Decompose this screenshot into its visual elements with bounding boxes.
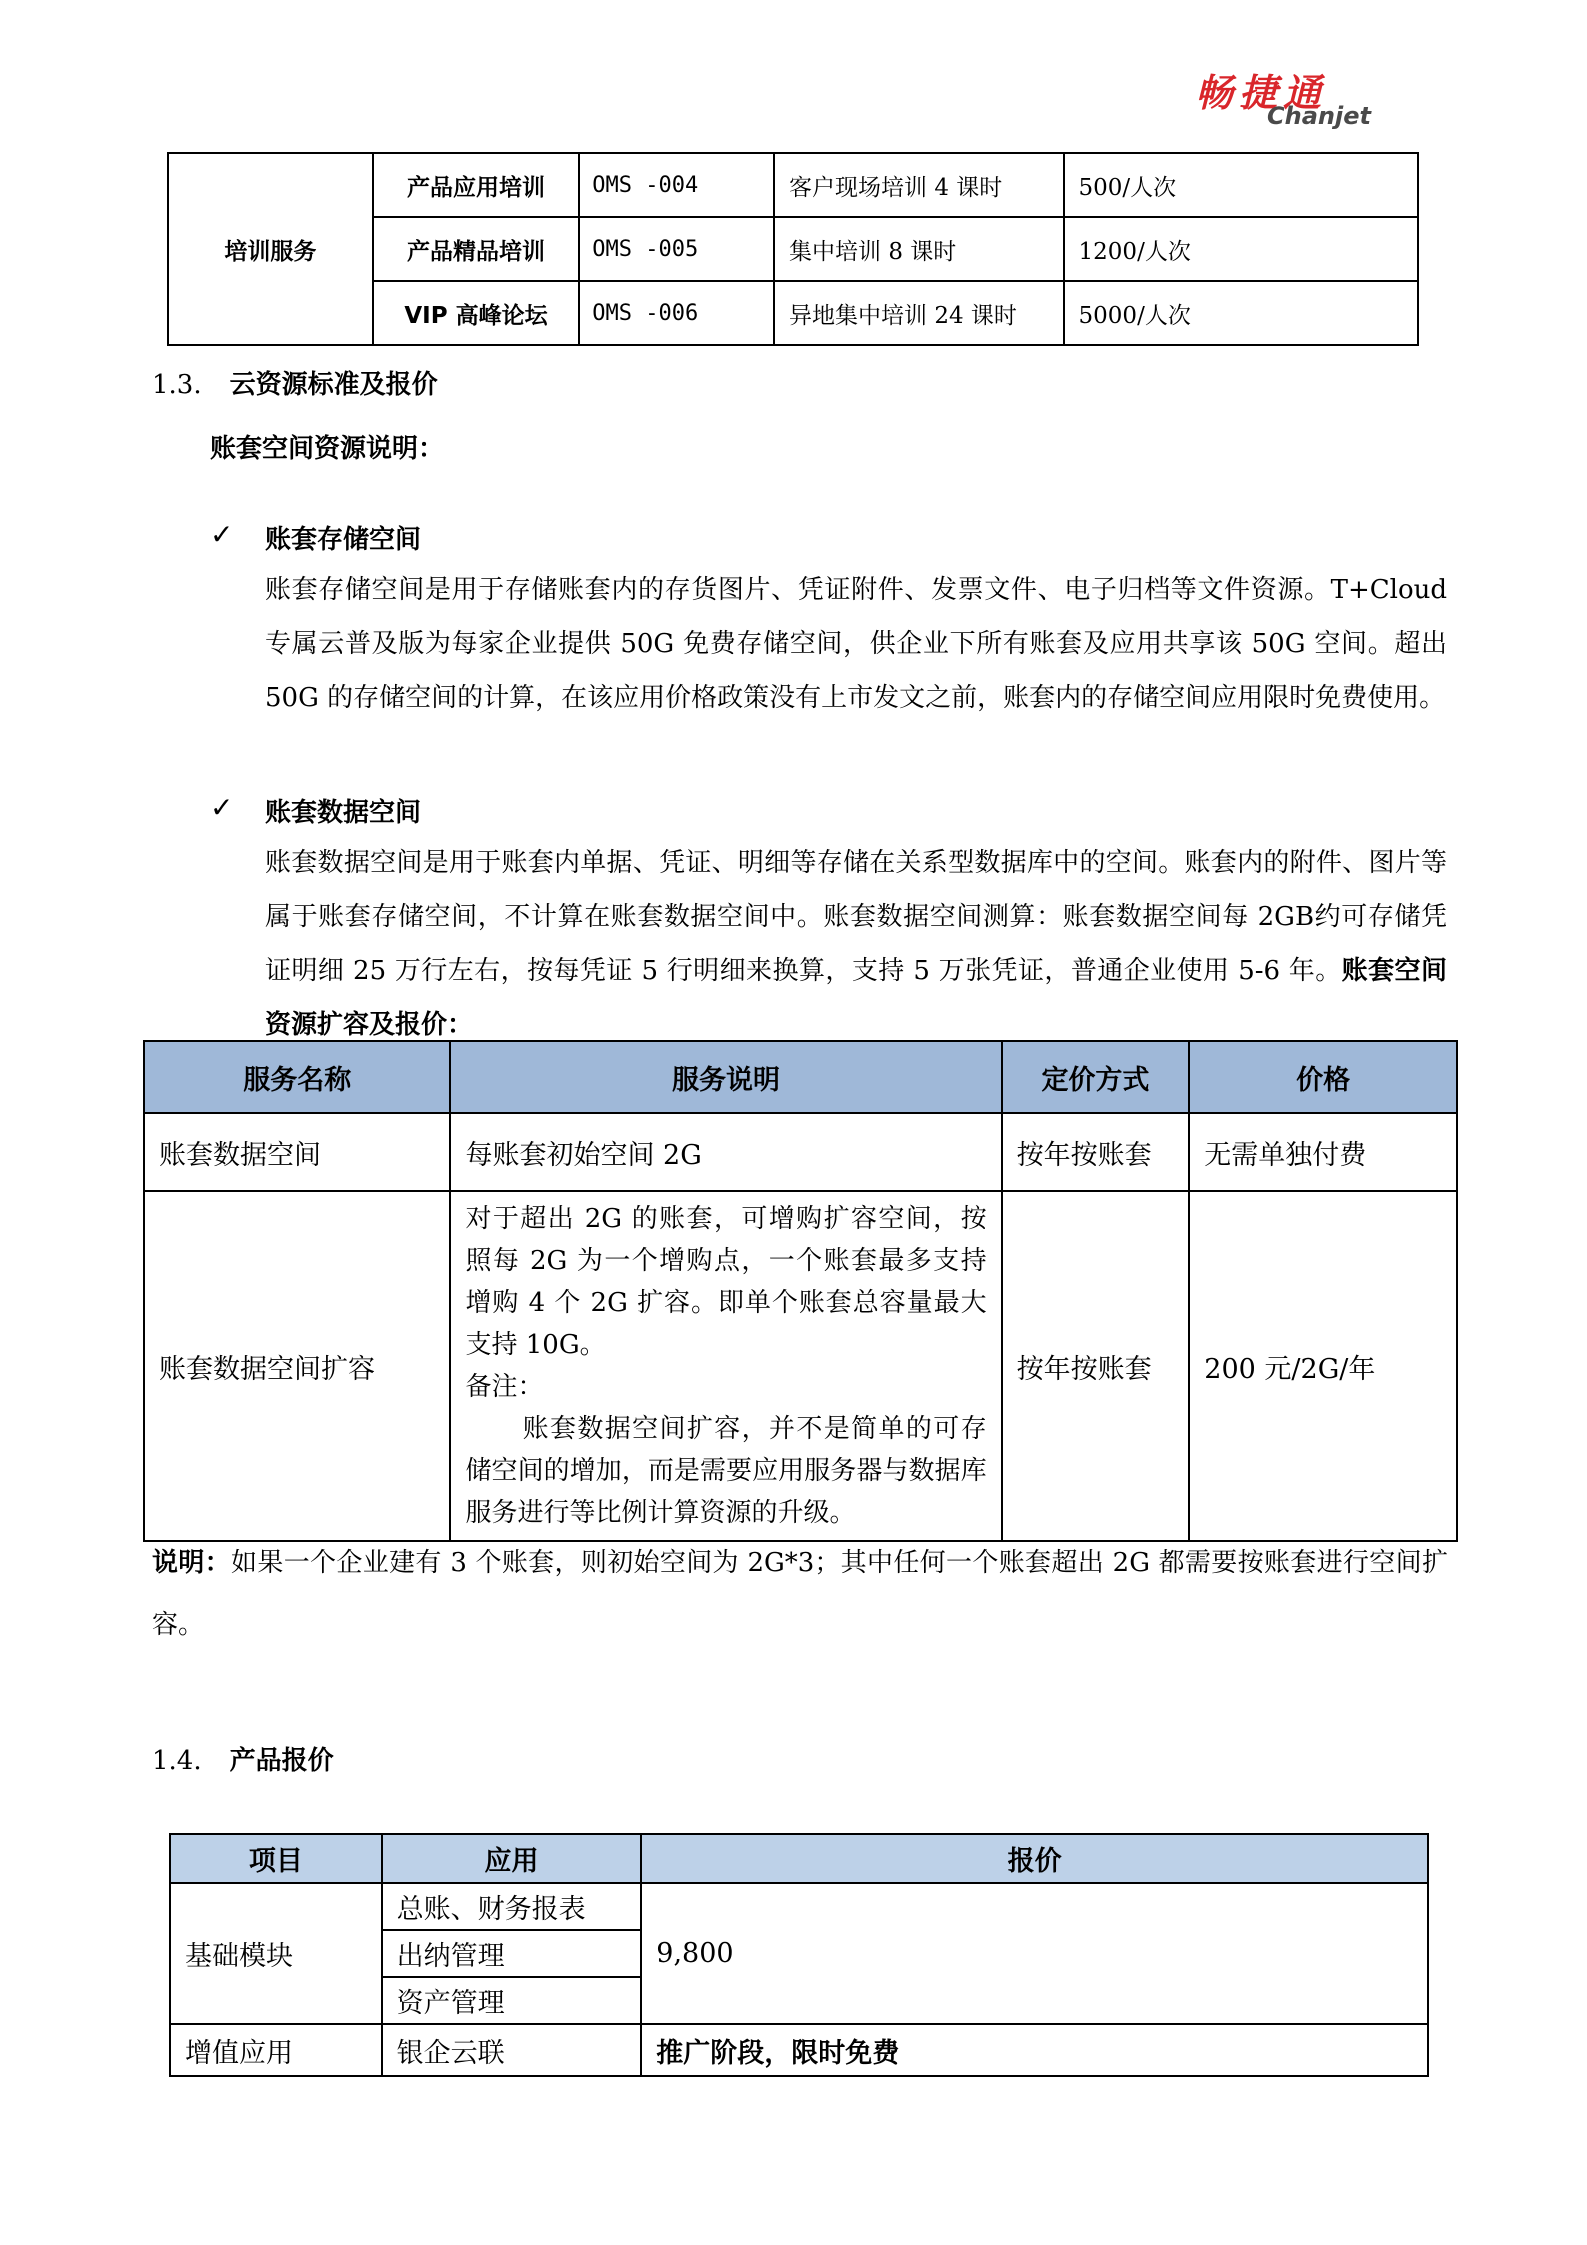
storage-space-title: 账套存储空间 (265, 525, 422, 555)
product-pricing-table (169, 1833, 1429, 2077)
item-price: 9,800 (641, 1883, 1428, 2024)
table-row (170, 2024, 1428, 2076)
note-paragraph (152, 1532, 1448, 1656)
table-row (168, 153, 1418, 217)
checkmark-icon: ✓ (210, 791, 234, 824)
space-pricing-table (143, 1040, 1458, 1542)
training-name: 产品应用培训 (373, 153, 580, 217)
training-code: OMS -005 (579, 217, 774, 281)
service-desc (450, 1191, 1001, 1541)
app-name: 资产管理 (382, 1977, 642, 2024)
expansion-desc: 对于超出 2G 的账套，可增购扩容空间，按照每 2G 为一个增购点，一个账套最多支持增购 4 个 2G 扩容。即单个账套总容量最大支持 10G。 (465, 1204, 987, 1360)
note-text: 如果一个企业建有 3 个账套，则初始空间为 2G*3；其中任何一个账套超出 2G 都需要按账套进行空间扩容。 (152, 1548, 1448, 1640)
section-number: 1.4. (152, 1746, 202, 1776)
expand-title: 账套空间资源扩容及报价： (265, 956, 1447, 1040)
training-price: 1200/人次 (1064, 217, 1418, 281)
service-price: 无需单独付费 (1189, 1113, 1457, 1191)
column-header: 价格 (1189, 1041, 1457, 1113)
service-name: 账套数据空间 (144, 1113, 450, 1191)
data-space-text: 账套数据空间是用于账套内单据、凭证、明细等存储在关系型数据库中的空间。账套内的附件、图片等属于账套存储空间，不计算在账套数据空间中。账套数据空间测算：账套数据空间每 2GB约可存储凭证明细 25 万行左右，按每凭证 5 行明细来换算，支持 5 万张凭证，普通企业使用 5-6 年。 (265, 848, 1447, 986)
training-desc: 集中培训 8 课时 (774, 217, 1064, 281)
section-number: 1.3. (152, 370, 202, 400)
training-code: OMS -004 (579, 153, 774, 217)
section-1-4-heading (152, 1740, 334, 1777)
service-desc: 每账套初始空间 2G (450, 1113, 1001, 1191)
app-name: 出纳管理 (382, 1930, 642, 1977)
logo-english-text: Chanjet (1267, 102, 1371, 130)
column-header: 应用 (382, 1834, 642, 1883)
chanjet-logo (1195, 62, 1405, 132)
table-header-row (170, 1834, 1428, 1883)
data-space-body (265, 836, 1447, 1052)
data-space-title: 账套数据空间 (265, 798, 422, 828)
item-name: 增值应用 (170, 2024, 382, 2076)
space-resource-subtitle: 账套空间资源说明： (210, 434, 445, 464)
section-title: 产品报价 (229, 1746, 334, 1776)
logo-chinese-text: 畅捷通 (1195, 71, 1328, 115)
column-header: 报价 (641, 1834, 1428, 1883)
table-header-row (144, 1041, 1457, 1113)
training-name: VIP 高峰论坛 (373, 281, 580, 345)
note-label: 说明： (152, 1548, 232, 1578)
training-price: 5000/人次 (1064, 281, 1418, 345)
service-name: 账套数据空间扩容 (144, 1191, 450, 1541)
app-name: 银企云联 (382, 2024, 642, 2076)
service-price: 200 元/2G/年 (1189, 1191, 1457, 1541)
item-price: 推广阶段，限时免费 (641, 2024, 1428, 2076)
column-header: 定价方式 (1002, 1041, 1190, 1113)
column-header: 服务说明 (450, 1041, 1001, 1113)
pricing-mode: 按年按账套 (1002, 1191, 1190, 1541)
table-row (144, 1191, 1457, 1541)
checkmark-icon: ✓ (210, 518, 234, 551)
training-name: 产品精品培训 (373, 217, 580, 281)
column-header: 服务名称 (144, 1041, 450, 1113)
training-code: OMS -006 (579, 281, 774, 345)
table-row (170, 1883, 1428, 1930)
training-desc: 客户现场培训 4 课时 (774, 153, 1064, 217)
training-category: 培训服务 (168, 153, 373, 345)
training-service-table (167, 152, 1419, 346)
section-title: 云资源标准及报价 (229, 370, 438, 400)
note-label: 备注： (465, 1372, 544, 1402)
item-name: 基础模块 (170, 1883, 382, 2024)
table-row (144, 1113, 1457, 1191)
training-desc: 异地集中培训 24 课时 (774, 281, 1064, 345)
app-name: 总账、财务报表 (382, 1883, 642, 1930)
note-text: 账套数据空间扩容，并不是简单的可存储空间的增加，而是需要应用服务器与数据库服务进行等比例计算资源的升级。 (465, 1414, 987, 1528)
column-header: 项目 (170, 1834, 382, 1883)
section-1-3-heading (152, 364, 438, 401)
storage-space-body: 账套存储空间是用于存储账套内的存货图片、凭证附件、发票文件、电子归档等文件资源。T+Cloud专属云普及版为每家企业提供 50G 免费存储空间，供企业下所有账套及应用共享该 50G 空间。超出 50G 的存储空间的计算，在该应用价格政策没有上市发文之前，账套内的存储空间应用限时免费使用。 (265, 575, 1447, 713)
training-price: 500/人次 (1064, 153, 1418, 217)
pricing-mode: 按年按账套 (1002, 1113, 1190, 1191)
